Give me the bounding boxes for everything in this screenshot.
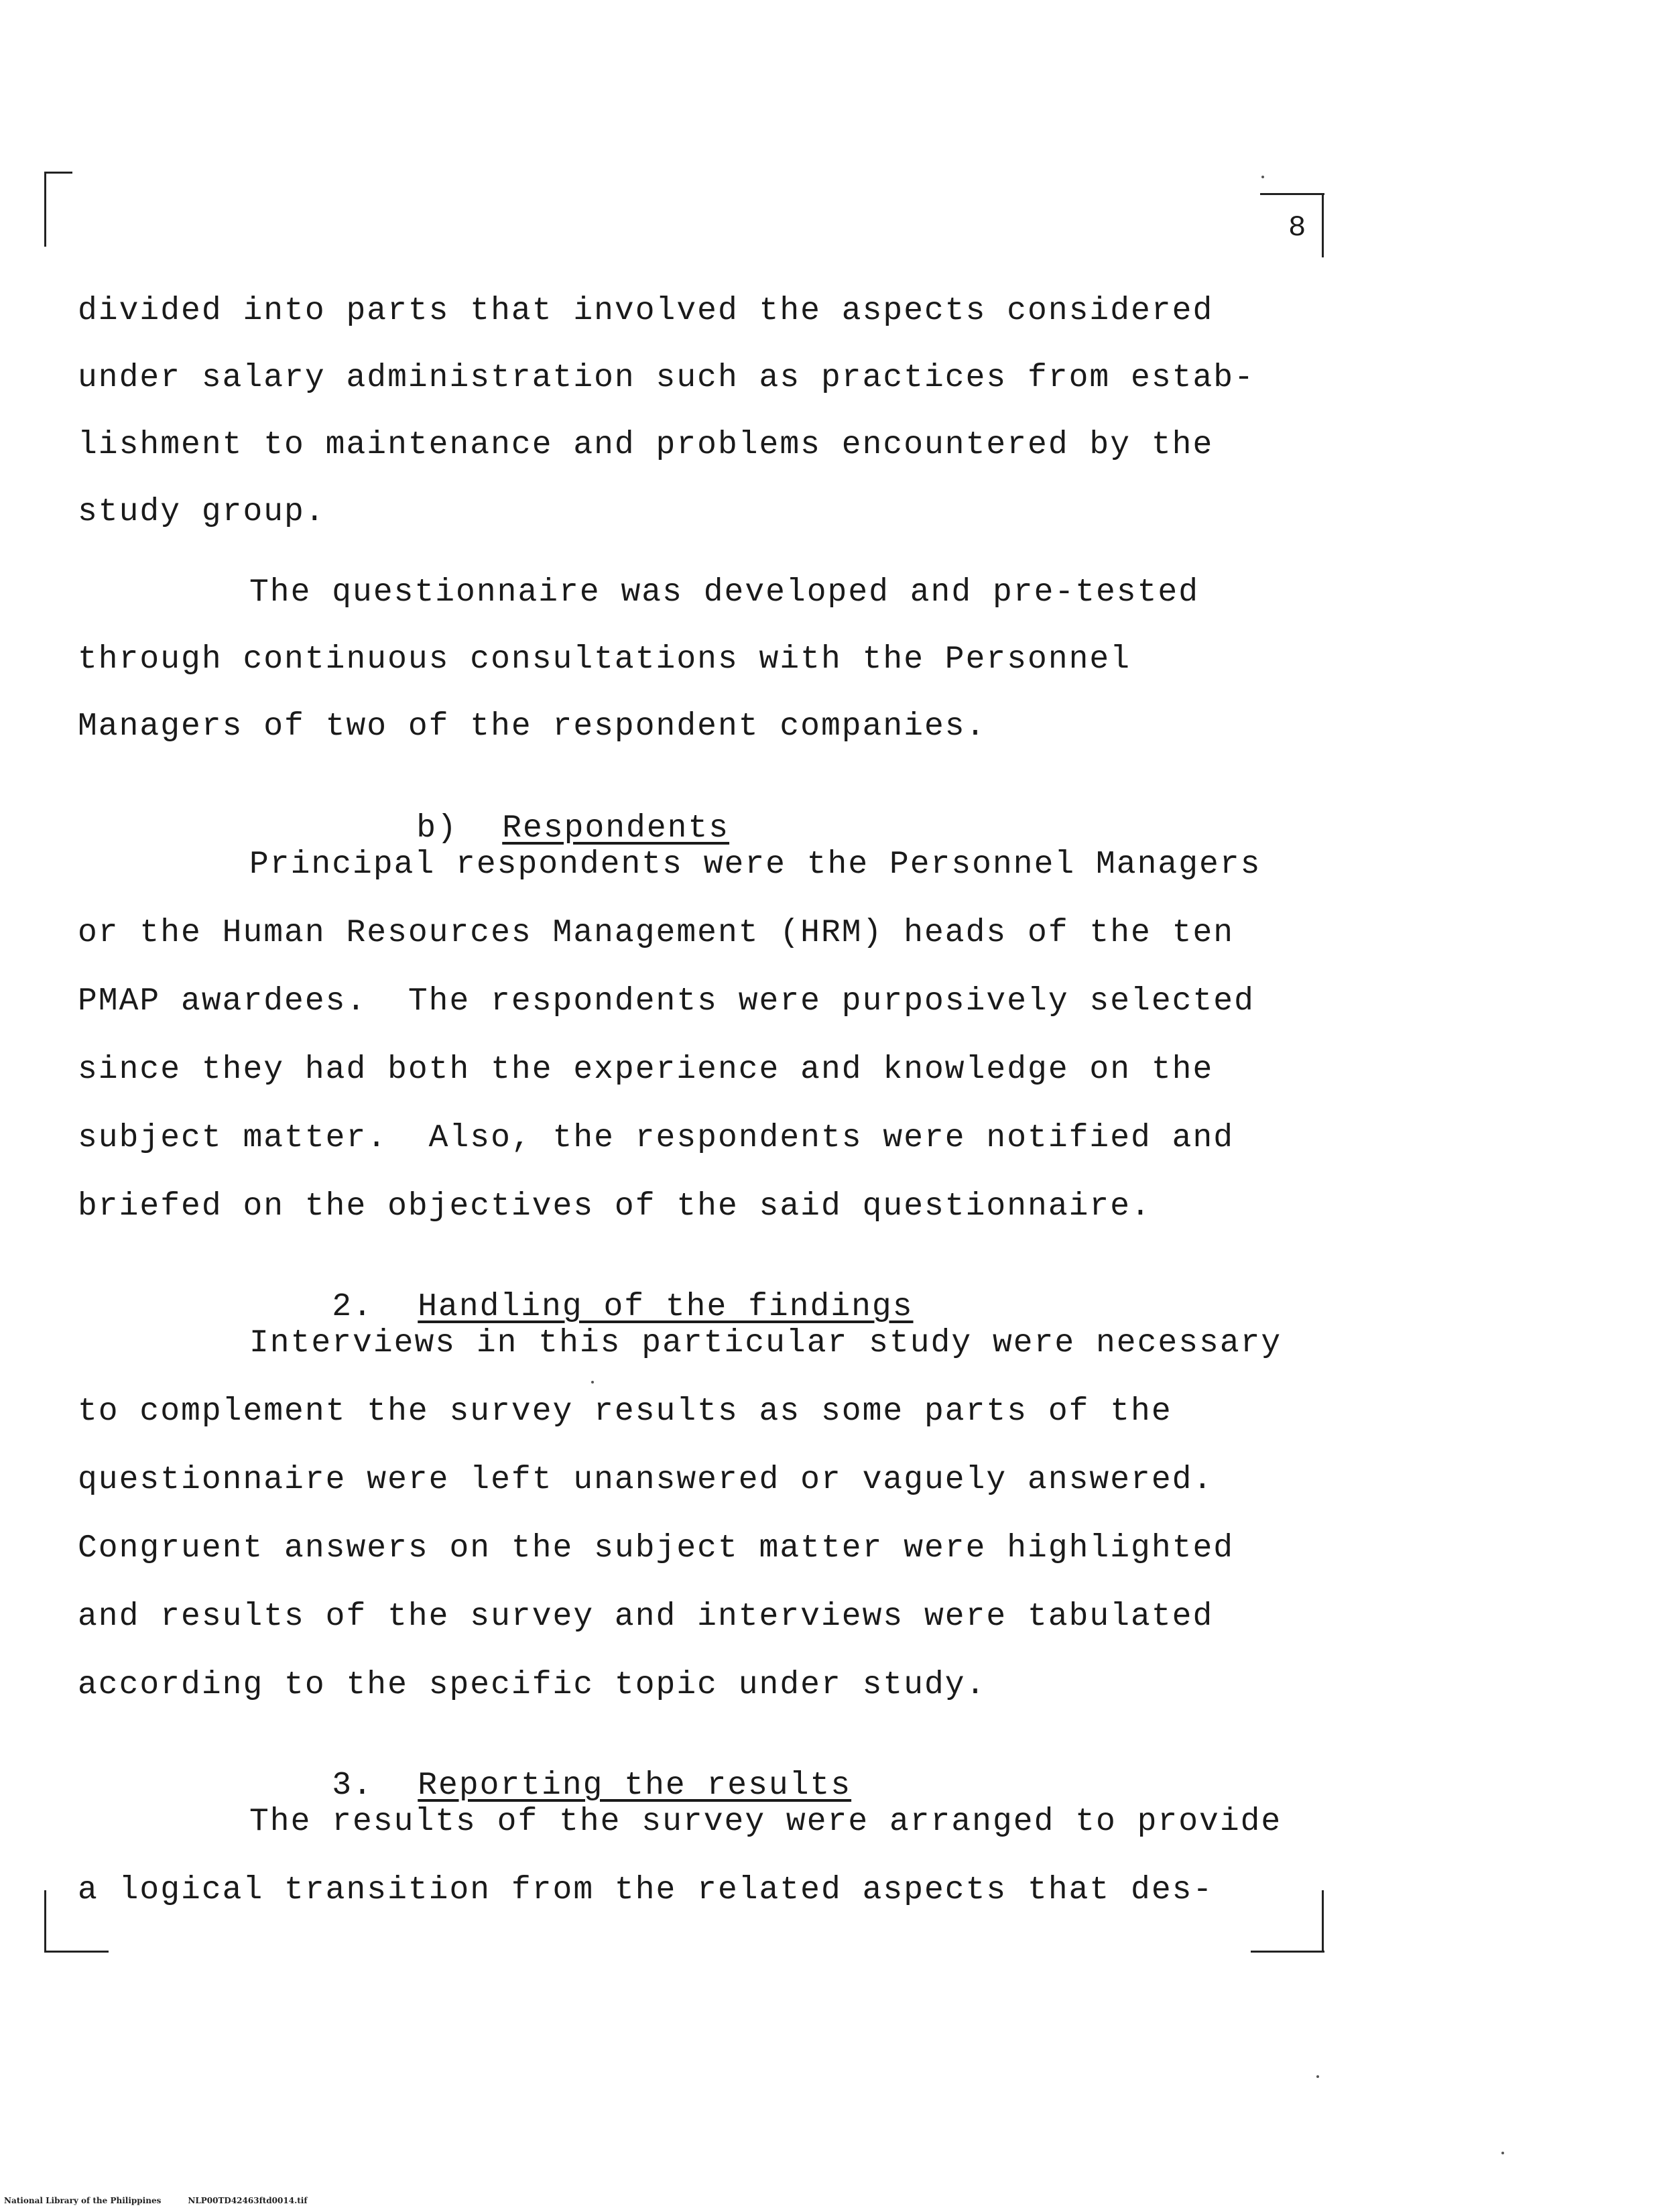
text-line: Interviews in this particular study were necessary xyxy=(249,1325,1282,1361)
scan-speck xyxy=(1261,176,1264,178)
text-line: The questionnaire was developed and pre-tested xyxy=(249,574,1200,611)
page-number: 8 xyxy=(1288,211,1306,245)
heading-title: Handling of the findings xyxy=(418,1289,914,1325)
text-line: questionnaire were left unanswered or vaguely answered. xyxy=(78,1462,1214,1498)
crop-mark-bottom-left-vertical xyxy=(44,1890,46,1952)
text-line: to complement the survey results as some parts of the xyxy=(78,1394,1172,1430)
text-line: through continuous consultations with the Personnel xyxy=(78,641,1131,678)
text-line: divided into parts that involved the aspects considered xyxy=(78,293,1214,329)
text-line: Managers of two of the respondent companies. xyxy=(78,709,987,745)
scan-footer xyxy=(4,2196,308,2205)
text-line: or the Human Resources Management (HRM) heads of the ten xyxy=(78,915,1235,951)
heading-title: Reporting the results xyxy=(418,1768,852,1804)
heading-title: Respondents xyxy=(502,810,730,847)
text-line: Congruent answers on the subject matter were highlighted xyxy=(78,1530,1235,1566)
footer-library: National Library of the Philippines xyxy=(4,2196,162,2205)
text-line: subject matter. Also, the respondents were notified and xyxy=(78,1120,1235,1156)
scan-speck xyxy=(591,1381,594,1384)
scan-speck xyxy=(1316,2075,1319,2078)
text-line: Principal respondents were the Personnel Managers xyxy=(249,847,1261,883)
text-line: according to the specific topic under study. xyxy=(78,1667,987,1703)
crop-mark-bottom-right-vertical xyxy=(1322,1890,1324,1952)
text-line: study group. xyxy=(78,494,326,530)
heading-label: 3. xyxy=(332,1768,373,1804)
crop-mark-top-right-vertical xyxy=(1322,193,1324,257)
footer-file: NLP00TD42463ftd0014.tif xyxy=(188,2196,308,2205)
text-line: under salary administration such as practices from estab- xyxy=(78,360,1255,396)
text-line: since they had both the experience and knowledge on the xyxy=(78,1052,1214,1088)
crop-mark-bottom-right-horizontal xyxy=(1251,1951,1324,1953)
text-line: PMAP awardees. The respondents were purposively selected xyxy=(78,983,1255,1020)
text-line: The results of the survey were arranged to provide xyxy=(249,1804,1282,1840)
crop-mark-top-left-vertical xyxy=(44,172,46,247)
text-line: briefed on the objectives of the said questionnaire. xyxy=(78,1188,1152,1225)
scan-speck xyxy=(1501,2152,1504,2154)
text-line: lishment to maintenance and problems encountered by the xyxy=(78,427,1214,463)
heading-label: 2. xyxy=(332,1289,373,1325)
crop-mark-top-right-horizontal xyxy=(1260,193,1324,195)
heading-label: b) xyxy=(416,810,458,847)
crop-mark-top-left-horizontal xyxy=(44,172,72,174)
text-line: and results of the survey and interviews were tabulated xyxy=(78,1599,1214,1635)
text-line: a logical transition from the related aspects that des- xyxy=(78,1872,1214,1908)
crop-mark-bottom-left-horizontal xyxy=(44,1951,109,1953)
